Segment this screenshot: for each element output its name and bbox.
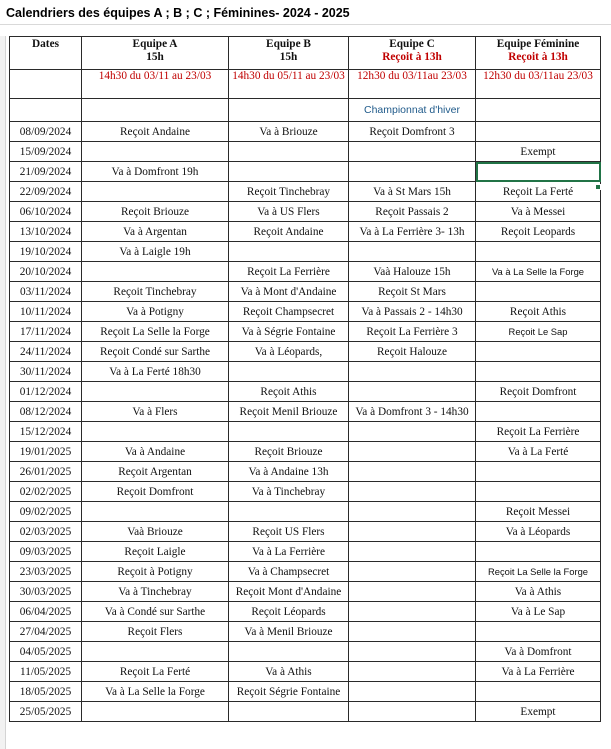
equipe-b-cell[interactable]: Va à Menil Briouze <box>229 622 349 642</box>
equipe-c-cell[interactable] <box>349 442 476 462</box>
table-row <box>10 702 601 722</box>
equipe-feminine-cell[interactable] <box>476 462 601 482</box>
table-row <box>10 582 601 602</box>
date-cell[interactable]: 26/01/2025 <box>10 462 82 482</box>
equipe-a-cell[interactable]: Va à Argentan <box>82 222 229 242</box>
note-row <box>10 99 601 122</box>
equipe-feminine-cell[interactable] <box>476 622 601 642</box>
equipe-b-cell[interactable] <box>229 502 349 522</box>
equipe-a-cell[interactable]: Reçoit La Selle la Forge <box>82 322 229 342</box>
equipe-b-cell[interactable] <box>229 162 349 182</box>
equipe-a-cell[interactable]: Reçoit Domfront <box>82 482 229 502</box>
date-cell[interactable]: 01/12/2024 <box>10 382 82 402</box>
equipe-c-cell[interactable] <box>349 622 476 642</box>
equipe-a-cell[interactable]: Va à Condé sur Sarthe <box>82 602 229 622</box>
equipe-feminine-cell[interactable]: Va à Le Sap <box>476 602 601 622</box>
table-row <box>10 682 601 702</box>
equipe-c-cell[interactable] <box>349 242 476 262</box>
table-row <box>10 362 601 382</box>
header-equipe-c[interactable]: Equipe C Reçoit à 13h <box>349 37 476 70</box>
equipe-c-cell[interactable]: Va à La Ferrière 3- 13h <box>349 222 476 242</box>
equipe-feminine-cell[interactable] <box>476 402 601 422</box>
date-cell[interactable]: 04/05/2025 <box>10 642 82 662</box>
date-cell[interactable]: 19/01/2025 <box>10 442 82 462</box>
date-cell[interactable]: 23/03/2025 <box>10 562 82 582</box>
date-cell[interactable]: 25/05/2025 <box>10 702 82 722</box>
equipe-feminine-cell[interactable]: Va à Athis <box>476 582 601 602</box>
table-row <box>10 562 601 582</box>
equipe-b-cell[interactable]: Reçoit La Ferrière <box>229 262 349 282</box>
equipe-a-cell[interactable]: Reçoit La Ferté <box>82 662 229 682</box>
equipe-b-cell[interactable] <box>229 242 349 262</box>
equipe-c-cell[interactable] <box>349 702 476 722</box>
note-equipe-feminine[interactable] <box>476 99 601 122</box>
equipe-a-cell[interactable] <box>82 642 229 662</box>
equipe-b-cell[interactable]: Va à Briouze <box>229 122 349 142</box>
equipe-feminine-cell[interactable] <box>476 162 601 182</box>
table-row <box>10 342 601 362</box>
date-cell[interactable]: 15/12/2024 <box>10 422 82 442</box>
period-equipe-b[interactable]: 14h30 du 05/11 au 23/03 <box>229 70 349 99</box>
equipe-b-cell[interactable]: Va à Ségrie Fontaine <box>229 322 349 342</box>
equipe-c-cell[interactable]: Va à St Mars 15h <box>349 182 476 202</box>
date-cell[interactable]: 06/10/2024 <box>10 202 82 222</box>
table-row <box>10 422 601 442</box>
equipe-c-cell[interactable] <box>349 422 476 442</box>
header-dates[interactable]: Dates <box>10 37 82 70</box>
date-cell[interactable]: 21/09/2024 <box>10 162 82 182</box>
equipe-c-cell[interactable] <box>349 682 476 702</box>
period-equipe-feminine[interactable]: 12h30 du 03/11au 23/03 <box>476 70 601 99</box>
equipe-feminine-cell[interactable]: Exempt <box>476 702 601 722</box>
equipe-a-cell[interactable] <box>82 182 229 202</box>
equipe-b-cell[interactable] <box>229 422 349 442</box>
table-row <box>10 542 601 562</box>
date-cell[interactable]: 22/09/2024 <box>10 182 82 202</box>
equipe-c-cell[interactable] <box>349 582 476 602</box>
date-cell[interactable]: 20/10/2024 <box>10 262 82 282</box>
equipe-b-cell[interactable]: Reçoit Athis <box>229 382 349 402</box>
equipe-c-cell[interactable] <box>349 502 476 522</box>
equipe-feminine-cell[interactable]: Reçoit Messei <box>476 502 601 522</box>
equipe-b-cell[interactable] <box>229 142 349 162</box>
equipe-feminine-cell[interactable]: Reçoit Athis <box>476 302 601 322</box>
date-cell[interactable]: 13/10/2024 <box>10 222 82 242</box>
equipe-feminine-cell[interactable]: Va à La Ferrière <box>476 662 601 682</box>
date-cell[interactable]: 24/11/2024 <box>10 342 82 362</box>
equipe-a-cell[interactable]: Va à Potigny <box>82 302 229 322</box>
equipe-c-cell[interactable] <box>349 462 476 482</box>
equipe-feminine-cell[interactable]: Va à La Selle la Forge <box>476 262 601 282</box>
date-cell[interactable]: 30/03/2025 <box>10 582 82 602</box>
table-row <box>10 642 601 662</box>
date-cell[interactable]: 08/12/2024 <box>10 402 82 422</box>
equipe-c-cell[interactable] <box>349 602 476 622</box>
table-row <box>10 522 601 542</box>
date-cell[interactable]: 02/02/2025 <box>10 482 82 502</box>
equipe-a-cell[interactable]: Reçoit Briouze <box>82 202 229 222</box>
championnat-note[interactable]: Championnat d'hiver <box>349 99 476 122</box>
equipe-feminine-cell[interactable]: Reçoit La Ferté <box>476 182 601 202</box>
equipe-b-cell[interactable]: Reçoit Tinchebray <box>229 182 349 202</box>
equipe-c-cell[interactable]: Vaà Halouze 15h <box>349 262 476 282</box>
equipe-a-cell[interactable]: Reçoit à Potigny <box>82 562 229 582</box>
date-cell[interactable]: 15/09/2024 <box>10 142 82 162</box>
page-title: Calendriers des équipes A ; B ; C ; Féminines- 2024 - 2025 <box>6 6 350 20</box>
equipe-feminine-cell[interactable]: Va à Léopards <box>476 522 601 542</box>
table-row <box>10 142 601 162</box>
equipe-feminine-cell[interactable]: Reçoit Le Sap <box>476 322 601 342</box>
equipe-feminine-cell[interactable] <box>476 542 601 562</box>
equipe-feminine-cell[interactable] <box>476 122 601 142</box>
equipe-a-cell[interactable]: Reçoit Flers <box>82 622 229 642</box>
equipe-b-cell[interactable]: Va à La Ferrière <box>229 542 349 562</box>
equipe-b-cell[interactable] <box>229 642 349 662</box>
table-row <box>10 442 601 462</box>
equipe-feminine-cell[interactable] <box>476 342 601 362</box>
equipe-b-cell[interactable]: Va à Athis <box>229 662 349 682</box>
header-equipe-b[interactable]: Equipe B 15h <box>229 37 349 70</box>
table-row <box>10 222 601 242</box>
equipe-b-cell[interactable]: Reçoit Champsecret <box>229 302 349 322</box>
equipe-feminine-cell[interactable]: Reçoit Domfront <box>476 382 601 402</box>
equipe-c-cell[interactable] <box>349 642 476 662</box>
equipe-feminine-cell[interactable] <box>476 242 601 262</box>
cell-fill-handle[interactable] <box>595 184 601 190</box>
equipe-b-cell[interactable]: Va à Champsecret <box>229 562 349 582</box>
date-cell[interactable]: 08/09/2024 <box>10 122 82 142</box>
equipe-a-cell[interactable] <box>82 702 229 722</box>
table-row <box>10 202 601 222</box>
date-cell[interactable]: 10/11/2024 <box>10 302 82 322</box>
table-row <box>10 502 601 522</box>
equipe-c-cell[interactable] <box>349 482 476 502</box>
equipe-c-cell[interactable]: Reçoit La Ferrière 3 <box>349 322 476 342</box>
table-row <box>10 382 601 402</box>
date-cell[interactable]: 27/04/2025 <box>10 622 82 642</box>
note-dates[interactable] <box>10 99 82 122</box>
equipe-c-cell[interactable] <box>349 662 476 682</box>
equipe-a-cell[interactable]: Va à Andaine <box>82 442 229 462</box>
equipe-b-cell[interactable]: Reçoit Menil Briouze <box>229 402 349 422</box>
period-row <box>10 70 601 99</box>
equipe-a-cell[interactable] <box>82 262 229 282</box>
row-header-gutter <box>0 36 6 749</box>
equipe-feminine-cell[interactable]: Exempt <box>476 142 601 162</box>
equipe-c-cell[interactable]: Reçoit Halouze <box>349 342 476 362</box>
table-row <box>10 302 601 322</box>
equipe-a-cell[interactable] <box>82 382 229 402</box>
equipe-a-cell[interactable]: Reçoit Andaine <box>82 122 229 142</box>
equipe-c-cell[interactable]: Va à Passais 2 - 14h30 <box>349 302 476 322</box>
equipe-a-cell[interactable]: Va à Domfront 19h <box>82 162 229 182</box>
equipe-c-cell[interactable] <box>349 162 476 182</box>
equipe-a-cell[interactable]: Va à Tinchebray <box>82 582 229 602</box>
table-row <box>10 262 601 282</box>
equipe-c-cell[interactable]: Va à Domfront 3 - 14h30 <box>349 402 476 422</box>
equipe-a-cell[interactable]: Reçoit Laigle <box>82 542 229 562</box>
header-equipe-feminine[interactable]: Equipe Féminine Reçoit à 13h <box>476 37 601 70</box>
date-cell[interactable]: 17/11/2024 <box>10 322 82 342</box>
equipe-c-cell[interactable]: Reçoit Domfront 3 <box>349 122 476 142</box>
equipe-c-cell[interactable] <box>349 362 476 382</box>
table-row <box>10 662 601 682</box>
table-row <box>10 622 601 642</box>
equipe-b-cell[interactable]: Va à Andaine 13h <box>229 462 349 482</box>
equipe-b-cell[interactable]: Reçoit Ségrie Fontaine <box>229 682 349 702</box>
date-cell[interactable]: 18/05/2025 <box>10 682 82 702</box>
equipe-feminine-cell[interactable]: Va à Domfront <box>476 642 601 662</box>
equipe-feminine-cell[interactable] <box>476 362 601 382</box>
equipe-c-cell[interactable]: Reçoit Passais 2 <box>349 202 476 222</box>
date-cell[interactable]: 09/02/2025 <box>10 502 82 522</box>
header-row <box>10 37 601 70</box>
equipe-c-cell[interactable] <box>349 382 476 402</box>
note-equipe-a[interactable] <box>82 99 229 122</box>
equipe-a-cell[interactable]: Reçoit Tinchebray <box>82 282 229 302</box>
header-equipe-a[interactable]: Equipe A 15h <box>82 37 229 70</box>
period-equipe-a[interactable]: 14h30 du 03/11 au 23/03 <box>82 70 229 99</box>
date-cell[interactable]: 11/05/2025 <box>10 662 82 682</box>
equipe-feminine-cell[interactable]: Reçoit La Selle la Forge <box>476 562 601 582</box>
date-cell[interactable]: 19/10/2024 <box>10 242 82 262</box>
equipe-b-cell[interactable]: Reçoit US Flers <box>229 522 349 542</box>
equipe-feminine-cell[interactable] <box>476 482 601 502</box>
equipe-b-cell[interactable] <box>229 702 349 722</box>
equipe-c-cell[interactable]: Reçoit St Mars <box>349 282 476 302</box>
equipe-a-cell[interactable]: Va à La Selle la Forge <box>82 682 229 702</box>
table-row <box>10 602 601 622</box>
equipe-b-cell[interactable] <box>229 362 349 382</box>
table-row <box>10 242 601 262</box>
period-dates[interactable] <box>10 70 82 99</box>
equipe-feminine-cell[interactable] <box>476 682 601 702</box>
date-cell[interactable]: 02/03/2025 <box>10 522 82 542</box>
equipe-a-cell[interactable] <box>82 142 229 162</box>
period-equipe-c[interactable]: 12h30 du 03/11au 23/03 <box>349 70 476 99</box>
table-row <box>10 122 601 142</box>
table-row <box>10 282 601 302</box>
equipe-feminine-cell[interactable]: Reçoit La Ferrière <box>476 422 601 442</box>
equipe-b-cell[interactable]: Va à Léopards, <box>229 342 349 362</box>
equipe-b-cell[interactable]: Reçoit Mont d'Andaine <box>229 582 349 602</box>
equipe-a-cell[interactable]: Reçoit Argentan <box>82 462 229 482</box>
equipe-c-cell[interactable] <box>349 142 476 162</box>
date-cell[interactable]: 03/11/2024 <box>10 282 82 302</box>
table-row <box>10 462 601 482</box>
equipe-a-cell[interactable]: Va à Flers <box>82 402 229 422</box>
equipe-b-cell[interactable]: Va à Mont d'Andaine <box>229 282 349 302</box>
equipe-b-cell[interactable]: Reçoit Briouze <box>229 442 349 462</box>
equipe-b-cell[interactable]: Va à Tinchebray <box>229 482 349 502</box>
note-equipe-b[interactable] <box>229 99 349 122</box>
equipe-c-cell[interactable] <box>349 562 476 582</box>
table-row <box>10 162 601 182</box>
equipe-c-cell[interactable] <box>349 522 476 542</box>
equipe-feminine-cell[interactable]: Reçoit Leopards <box>476 222 601 242</box>
equipe-a-cell[interactable] <box>82 422 229 442</box>
equipe-b-cell[interactable]: Va à US Flers <box>229 202 349 222</box>
table-row <box>10 322 601 342</box>
table-row <box>10 182 601 202</box>
date-cell[interactable]: 09/03/2025 <box>10 542 82 562</box>
equipe-a-cell[interactable]: Vaà Briouze <box>82 522 229 542</box>
date-cell[interactable]: 06/04/2025 <box>10 602 82 622</box>
date-cell[interactable]: 30/11/2024 <box>10 362 82 382</box>
equipe-feminine-cell[interactable]: Va à Messei <box>476 202 601 222</box>
equipe-a-cell[interactable]: Va à La Ferté 18h30 <box>82 362 229 382</box>
equipe-a-cell[interactable]: Va à Laigle 19h <box>82 242 229 262</box>
equipe-a-cell[interactable] <box>82 502 229 522</box>
schedule-table <box>9 36 601 722</box>
table-row <box>10 482 601 502</box>
equipe-feminine-cell[interactable] <box>476 282 601 302</box>
equipe-c-cell[interactable] <box>349 542 476 562</box>
equipe-b-cell[interactable]: Reçoit Andaine <box>229 222 349 242</box>
table-row <box>10 402 601 422</box>
equipe-a-cell[interactable]: Reçoit Condé sur Sarthe <box>82 342 229 362</box>
equipe-b-cell[interactable]: Reçoit Léopards <box>229 602 349 622</box>
equipe-feminine-cell[interactable]: Va à La Ferté <box>476 442 601 462</box>
